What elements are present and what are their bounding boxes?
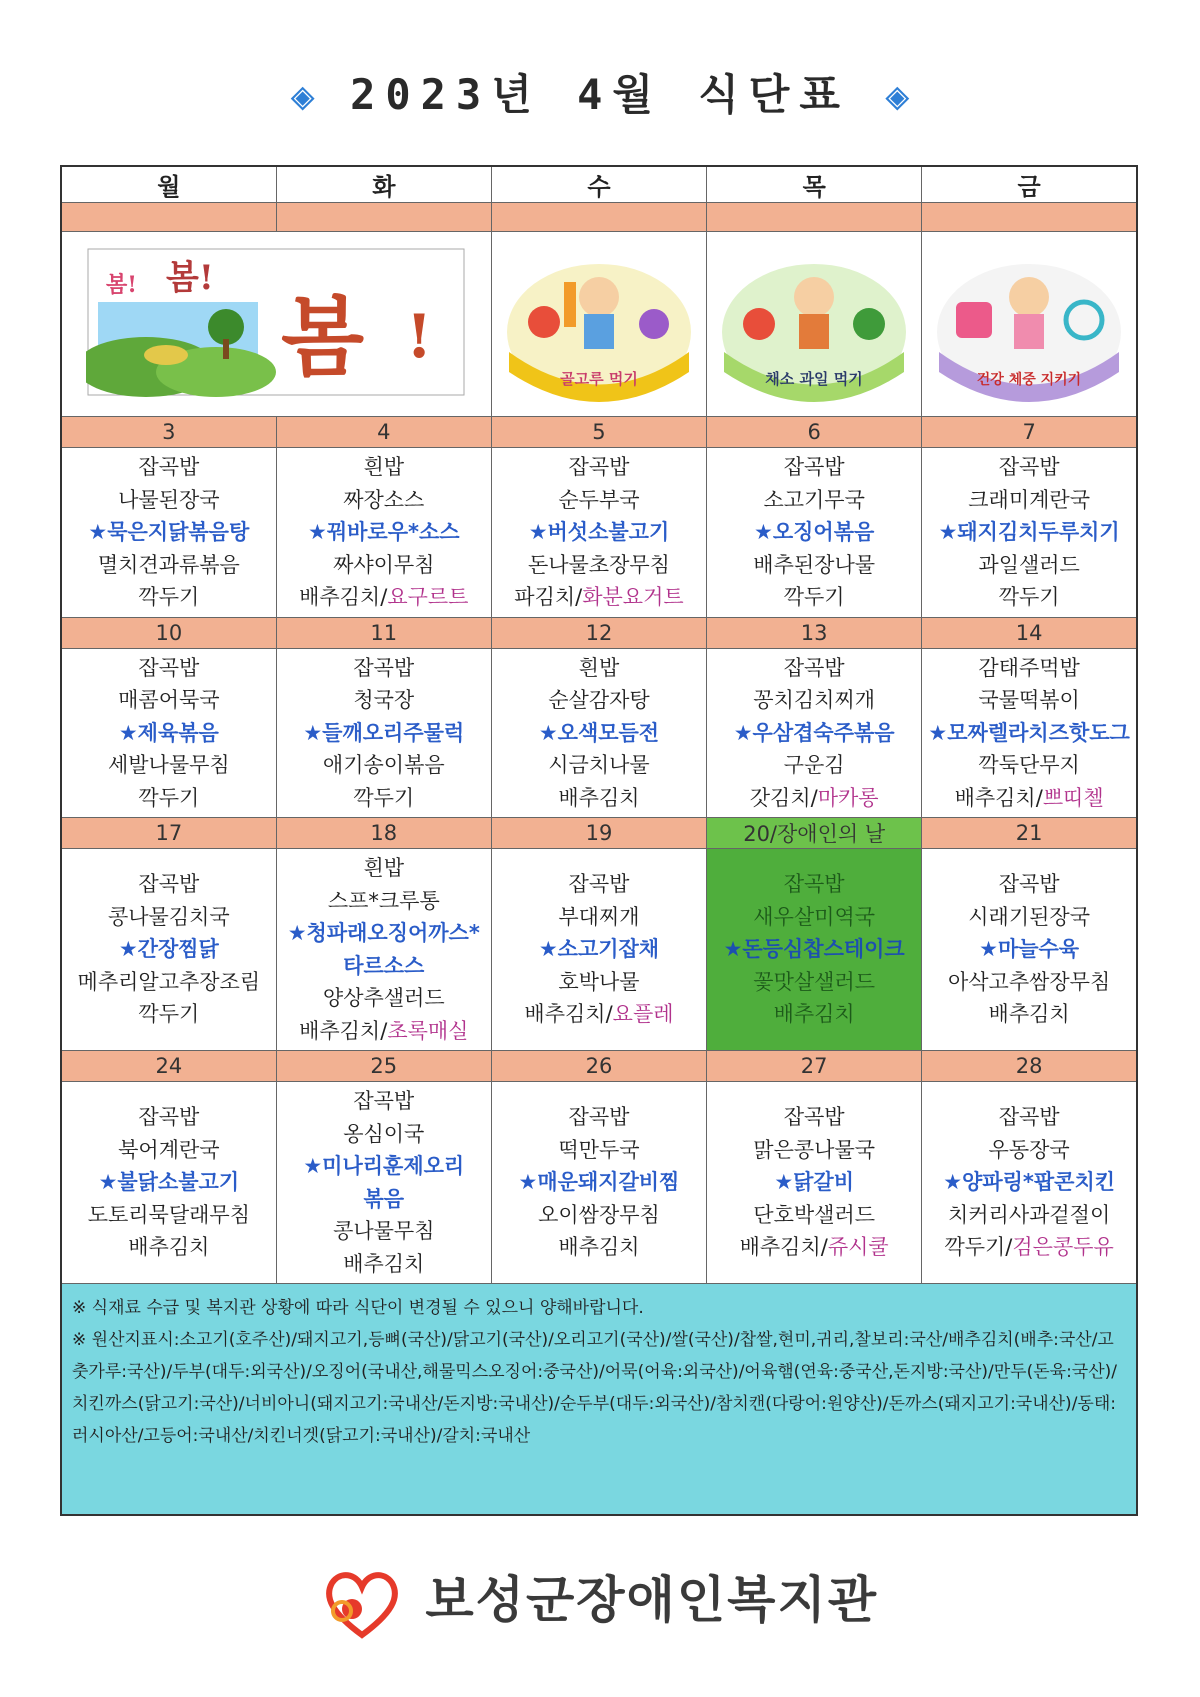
menu-item-text: 크래미계란국: [968, 487, 1090, 512]
menu-item: [707, 933, 921, 966]
menu-item: [62, 901, 276, 934]
date-cell: 19: [491, 818, 706, 849]
menu-item-text: 배추김치: [558, 1235, 640, 1260]
menu-item: [62, 581, 276, 614]
menu-cell: [707, 1082, 922, 1284]
menu-item-text: 꽁치김치찌개: [753, 688, 876, 712]
menu-item-text: 콩나물무침: [333, 1219, 435, 1243]
menu-item: [277, 516, 491, 549]
menu-item-text: 배추김치/: [954, 785, 1043, 810]
menu-item: [277, 684, 491, 717]
veg-banner: [707, 232, 922, 417]
date-cell: 12: [491, 617, 706, 648]
menu-item-text: 깍두기: [353, 785, 415, 810]
menu-item-text: 배추김치: [773, 1002, 855, 1027]
menu-item: [707, 998, 921, 1031]
menu-item-text: 잡곡밥: [138, 872, 200, 897]
menu-item: [707, 1166, 921, 1199]
veg-fruit-illustration: [719, 242, 909, 402]
menu-item: [62, 966, 276, 999]
menu-item-text: 돈나물초장무침: [527, 552, 670, 577]
menu-item-text: 시래기된장국: [968, 904, 1090, 929]
menu-item: [922, 652, 1136, 685]
menu-item: [277, 885, 491, 918]
date-cell: 28: [922, 1051, 1137, 1082]
diamond-right-icon: ◈: [885, 73, 910, 119]
menu-item: [492, 933, 706, 966]
menu-cell: [922, 648, 1137, 818]
menu-item-text: 청국장: [353, 688, 415, 712]
date-row: [61, 818, 1137, 849]
menu-item-text: 배추김치: [988, 1002, 1070, 1027]
menu-cell: [491, 448, 706, 618]
menu-item-text: ★간장찜닭: [118, 937, 219, 962]
menu-item: [492, 749, 706, 782]
dessert-text: 쁘띠첼: [1042, 785, 1104, 810]
menu-item-text: 잡곡밥: [998, 1105, 1060, 1130]
menu-item: [492, 652, 706, 685]
menu-item-text: 깍두기/: [944, 1235, 1013, 1260]
menu-cell: [61, 448, 276, 618]
menu-item-text: 단호박샐러드: [753, 1202, 876, 1227]
date-cell: 14: [922, 617, 1137, 648]
dessert-text: 초록매실: [387, 1018, 469, 1043]
menu-item: [922, 549, 1136, 582]
menu-item-text: 구운김: [783, 753, 845, 777]
menu-item: [277, 852, 491, 885]
menu-item: [62, 717, 276, 750]
menu-item-text: 깍둑단무지: [978, 753, 1080, 777]
menu-item: [922, 749, 1136, 782]
menu-item-text: 짜장소스: [343, 487, 425, 512]
menu-item: [62, 782, 276, 815]
menu-item-text: 메추리알고추장조림: [77, 969, 261, 994]
grain-eating-illustration: [504, 242, 694, 402]
menu-item: [492, 1199, 706, 1232]
menu-item: [277, 749, 491, 782]
menu-item-text: 부대찌개: [558, 904, 640, 929]
menu-item: [922, 1134, 1136, 1167]
menu-item: [922, 1199, 1136, 1232]
weekday-tue: 화: [276, 166, 491, 203]
menu-item: [277, 1085, 491, 1118]
spring-landscape-illustration: [86, 247, 466, 397]
menu-item-text: 잡곡밥: [138, 1105, 200, 1130]
menu-item: [277, 982, 491, 1015]
menu-item-text: 순살감자탕: [548, 688, 650, 712]
menu-item-text: 양상추샐러드: [322, 986, 445, 1010]
dessert-text: 요플레: [612, 1002, 674, 1027]
date-cell: 13: [707, 617, 922, 648]
dessert-text: 화분요거트: [582, 585, 684, 609]
menu-item-text: 잡곡밥: [998, 872, 1060, 897]
date-cell: 18: [276, 818, 491, 849]
menu-item-text: 잡곡밥: [568, 1105, 630, 1130]
menu-item: [277, 581, 491, 614]
menu-item-text: ★마늘수육: [979, 937, 1080, 962]
menu-item: [922, 484, 1136, 517]
menu-item-text: ★들깨오리주물럭: [303, 720, 465, 745]
menu-item: [62, 516, 276, 549]
footer-org: [0, 1560, 1200, 1639]
dessert-text: 마카롱: [817, 785, 879, 810]
menu-item-text: 잡곡밥: [138, 455, 200, 479]
menu-item: [277, 451, 491, 484]
menu-item-text: 배추김치/: [299, 1018, 388, 1043]
menu-item-text: ★양파링*팝콘치킨: [943, 1170, 1116, 1195]
menu-item-text: 배추김치: [558, 785, 640, 810]
menu-item-text: 스프*크루통: [327, 888, 440, 913]
menu-item: [62, 1134, 276, 1167]
menu-item-text: 잡곡밥: [568, 455, 630, 479]
menu-item: [62, 749, 276, 782]
menu-item: [922, 933, 1136, 966]
menu-item: [707, 901, 921, 934]
menu-item-text: 맑은콩나물국: [753, 1137, 876, 1162]
menu-item: [492, 451, 706, 484]
menu-item: [62, 652, 276, 685]
menu-item-text: ★우삼겹숙주볶음: [733, 720, 895, 745]
veg-caption: 채소 과일 먹기: [765, 370, 863, 388]
menu-item-text: 멸치견과류볶음: [97, 552, 240, 577]
menu-item: [492, 998, 706, 1031]
menu-item-text: 볶음: [363, 1186, 405, 1211]
menu-item-text: 순두부국: [558, 487, 640, 512]
menu-item-text: ★모짜렐라치즈핫도그: [928, 720, 1130, 745]
menu-item-text: 잡곡밥: [138, 655, 200, 680]
menu-item: [492, 1134, 706, 1167]
menu-cell: [276, 648, 491, 818]
menu-item-text: 소고기무국: [763, 487, 865, 512]
menu-item: [277, 950, 491, 983]
menu-item-text: ★불닭소불고기: [98, 1170, 240, 1195]
menu-cell: [491, 849, 706, 1051]
menu-item-text: ★돈등심찹스테이크: [723, 937, 905, 962]
grain-caption: 골고루 먹기: [560, 370, 638, 388]
menu-item: [62, 1199, 276, 1232]
menu-item-text: 깍두기: [138, 785, 200, 810]
menu-item: [707, 516, 921, 549]
menu-cell: [61, 849, 276, 1051]
menu-item: [492, 1231, 706, 1264]
blank-pink-row: [61, 203, 1137, 232]
date-row: [61, 417, 1137, 448]
menu-item-text: 깍두기: [998, 585, 1060, 609]
healthy-weight-illustration: [934, 242, 1124, 402]
origin-line: ※ 원산지표시:소고기(호주산)/돼지고기,등뼈(국산)/닭고기(국산)/오리고기(국산)/쌀(국산)/찹쌀,현미,귀리,찰보리:국산/배추김치(배추:국산/고춧가루:국산)/두부(대두:외국산)/오징어(국내산,해물믹스오징어:중국산)/어묵(어육:외국산)/어육햄(연육:중국산,돈지방:국산)/만두(돈육:국산)/치킨까스(닭고기:국산)/너비아니(돼지고기:국내산/돈지방:국내산)/순두부(대두:외국산)/참치캔(다랑어:원양산)/돈까스(돼지고기:국내산)/동태:러시아산/고등어:국내산/치킨너겟(닭고기:국내산)/갈치:국내산: [72, 1330, 1118, 1446]
diamond-left-icon: ◈: [290, 73, 315, 119]
menu-item: [62, 549, 276, 582]
menu-item: [922, 966, 1136, 999]
menu-item: [62, 933, 276, 966]
menu-item: [492, 684, 706, 717]
date-cell: 25: [276, 1051, 491, 1082]
title-text: 2023년 4월 식단표: [350, 70, 850, 119]
menu-item-text: 우동장국: [988, 1137, 1070, 1162]
menu-item: [62, 1101, 276, 1134]
menu-item: [707, 1199, 921, 1232]
menu-item: [707, 749, 921, 782]
menu-item-text: 치커리사과겉절이: [947, 1202, 1111, 1227]
menu-item-text: 배추김치/: [524, 1002, 613, 1027]
menu-item: [707, 966, 921, 999]
spring-banner: [61, 232, 491, 417]
menu-item-text: 잡곡밥: [783, 1105, 845, 1130]
menu-cell: [922, 448, 1137, 618]
menu-item-text: 매콤어묵국: [118, 688, 220, 712]
spring-text-2: 봄!: [166, 258, 215, 298]
menu-item: [707, 1231, 921, 1264]
menu-item: [277, 1183, 491, 1216]
menu-cell: [491, 648, 706, 818]
date-row: [61, 617, 1137, 648]
menu-item-text: 과일샐러드: [978, 552, 1080, 577]
menu-cell: [276, 448, 491, 618]
menu-item: [62, 998, 276, 1031]
date-cell: 26: [491, 1051, 706, 1082]
date-cell: 4: [276, 417, 491, 448]
menu-item-text: 아삭고추쌈장무침: [947, 969, 1111, 994]
health-banner: [922, 232, 1137, 417]
menu-item-text: 갓김치/: [749, 785, 818, 810]
menu-item: [277, 549, 491, 582]
menu-item: [277, 782, 491, 815]
weekday-thu: 목: [707, 166, 922, 203]
menu-item-text: 세발나물무침: [107, 753, 230, 777]
menu-item: [922, 516, 1136, 549]
menu-item-text: 깍두기: [138, 1002, 200, 1027]
menu-item-text: 잡곡밥: [353, 655, 415, 680]
date-row: [61, 1051, 1137, 1082]
date-cell: 21: [922, 818, 1137, 849]
menu-item-text: 떡만두국: [558, 1137, 640, 1162]
menu-item: [707, 484, 921, 517]
date-cell: 6: [707, 417, 922, 448]
menu-item: [922, 451, 1136, 484]
menu-cell: [276, 849, 491, 1051]
menu-item-text: 잡곡밥: [783, 655, 845, 680]
menu-item: [707, 581, 921, 614]
menu-item: [922, 1231, 1136, 1264]
grain-banner: [491, 232, 706, 417]
menu-item-text: 잡곡밥: [998, 455, 1060, 479]
dessert-text: 요구르트: [387, 585, 469, 609]
menu-row: [61, 448, 1137, 618]
menu-item-text: 흰밥: [363, 455, 405, 479]
menu-item: [922, 998, 1136, 1031]
dessert-text: 쥬시쿨: [827, 1235, 889, 1260]
menu-item: [707, 1134, 921, 1167]
date-cell: 27: [707, 1051, 922, 1082]
notes-row: [61, 1284, 1137, 1516]
menu-item: [707, 451, 921, 484]
notice-line: ※ 식재료 수급 및 복지관 상황에 따라 식단이 변경될 수 있으니 양해바랍니다.: [72, 1298, 644, 1318]
menu-row: [61, 1082, 1137, 1284]
menu-item-text: ★미나리훈제오리: [303, 1154, 465, 1178]
menu-item-text: 국물떡볶이: [978, 688, 1080, 712]
menu-item: [492, 868, 706, 901]
menu-item: [277, 1215, 491, 1248]
menu-item: [922, 684, 1136, 717]
menu-item-text: ★오징어볶음: [754, 520, 875, 544]
weekday-header-row: [61, 166, 1137, 203]
menu-item: [277, 484, 491, 517]
menu-item-text: 나물된장국: [118, 487, 220, 512]
menu-item-text: 호박나물: [558, 969, 640, 994]
menu-item-text: 오이쌈장무침: [538, 1202, 660, 1227]
date-cell: 20/장애인의 날: [707, 818, 922, 849]
menu-item: [922, 782, 1136, 815]
menu-item-text: 옹심이국: [343, 1121, 425, 1146]
menu-item-text: 흰밥: [363, 856, 405, 880]
menu-item: [62, 684, 276, 717]
menu-item-text: 배추김치: [343, 1251, 425, 1276]
menu-item: [707, 717, 921, 750]
menu-item-text: 배추김치/: [739, 1235, 828, 1260]
menu-item-text: ★버섯소불고기: [528, 520, 670, 544]
notes-box: [61, 1284, 1137, 1516]
dessert-text: 검은콩두유: [1012, 1235, 1114, 1260]
menu-item: [277, 1150, 491, 1183]
spring-text-big: 봄: [281, 287, 365, 388]
menu-calendar: [60, 165, 1138, 1516]
date-cell: 7: [922, 417, 1137, 448]
menu-item: [62, 1166, 276, 1199]
menu-item-text: 배추김치/: [299, 585, 388, 609]
menu-item: [922, 868, 1136, 901]
menu-cell: [707, 448, 922, 618]
menu-item-text: 북어계란국: [118, 1137, 220, 1162]
date-cell: 3: [61, 417, 276, 448]
menu-item: [277, 917, 491, 950]
org-name: 보성군장애인복지관: [425, 1571, 879, 1629]
menu-item: [922, 717, 1136, 750]
health-caption: 건강 체중 지키기: [976, 372, 1082, 388]
menu-cell: [276, 1082, 491, 1284]
menu-row: [61, 849, 1137, 1051]
menu-item: [492, 782, 706, 815]
menu-item-text: ★묵은지닭볶음탕: [88, 520, 250, 544]
menu-item-text: ★오색모듬전: [538, 720, 660, 745]
weekday-mon: 월: [61, 166, 276, 203]
menu-item-text: 콩나물김치국: [107, 904, 230, 929]
spring-text-excl: !: [406, 302, 433, 372]
menu-item-text: 파김치/: [514, 585, 583, 609]
menu-item-text: 감태주먹밥: [978, 655, 1080, 680]
menu-item: [492, 549, 706, 582]
date-cell: 24: [61, 1051, 276, 1082]
date-cell: 10: [61, 617, 276, 648]
menu-item: [707, 782, 921, 815]
menu-item: [62, 1231, 276, 1264]
menu-cell: [491, 1082, 706, 1284]
date-cell: 5: [491, 417, 706, 448]
menu-item: [707, 868, 921, 901]
menu-item-text: 배추김치: [128, 1235, 210, 1260]
menu-item: [492, 484, 706, 517]
page-title: [0, 62, 1200, 122]
menu-item-text: ★소고기잡채: [538, 937, 660, 962]
menu-item: [62, 868, 276, 901]
menu-item-text: ★매운돼지갈비찜: [518, 1170, 680, 1195]
menu-item: [492, 901, 706, 934]
menu-cell: [922, 1082, 1137, 1284]
menu-item-text: 깍두기: [783, 585, 845, 609]
menu-item-text: 꽃맛살샐러드: [753, 969, 876, 994]
weekday-wed: 수: [491, 166, 706, 203]
menu-item-text: 새우살미역국: [753, 904, 876, 929]
menu-item: [492, 1101, 706, 1134]
menu-item: [277, 1015, 491, 1048]
menu-item-text: 배추된장나물: [753, 552, 876, 577]
menu-item: [492, 581, 706, 614]
spring-text-1: 봄!: [106, 272, 138, 298]
menu-cell: [707, 648, 922, 818]
menu-item-text: 흰밥: [578, 655, 620, 680]
menu-row: [61, 648, 1137, 818]
menu-item: [922, 1166, 1136, 1199]
menu-item-text: 시금치나물: [548, 753, 650, 777]
menu-cell: [707, 849, 922, 1051]
menu-item-text: 잡곡밥: [353, 1089, 415, 1113]
menu-item-text: 타르소스: [343, 953, 425, 978]
menu-cell: [922, 849, 1137, 1051]
menu-item-text: 도토리묵달래무침: [87, 1202, 250, 1227]
menu-item: [492, 516, 706, 549]
weekday-fri: 금: [922, 166, 1137, 203]
menu-item: [492, 717, 706, 750]
menu-item-text: ★닭갈비: [774, 1170, 854, 1195]
menu-item: [277, 1248, 491, 1281]
menu-item-text: 잡곡밥: [568, 872, 630, 897]
menu-cell: [61, 648, 276, 818]
menu-item-text: 애기송이볶음: [322, 753, 445, 777]
menu-item: [922, 581, 1136, 614]
menu-item: [277, 652, 491, 685]
menu-item-text: ★제육볶음: [118, 720, 219, 745]
menu-item: [707, 1101, 921, 1134]
heart-logo-icon: [322, 1569, 400, 1639]
menu-item-text: ★청파래오징어까스*: [287, 921, 480, 945]
menu-item-text: 잡곡밥: [783, 872, 845, 897]
menu-item-text: 잡곡밥: [783, 455, 845, 479]
menu-item: [492, 1166, 706, 1199]
menu-cell: [61, 1082, 276, 1284]
menu-item: [277, 1118, 491, 1151]
date-cell: 11: [276, 617, 491, 648]
menu-item-text: ★돼지김치두루치기: [938, 520, 1120, 544]
menu-item: [922, 901, 1136, 934]
weeks-body: [61, 417, 1137, 1284]
menu-item: [707, 549, 921, 582]
menu-item: [922, 1101, 1136, 1134]
menu-item: [62, 484, 276, 517]
menu-item-text: 짜샤이무침: [333, 552, 435, 577]
date-cell: 17: [61, 818, 276, 849]
menu-item: [492, 966, 706, 999]
menu-item-text: ★꿔바로우*소스: [308, 520, 460, 544]
menu-item: [707, 652, 921, 685]
menu-item: [277, 717, 491, 750]
illustration-row: [61, 232, 1137, 417]
menu-item-text: 깍두기: [138, 585, 200, 609]
menu-item: [707, 684, 921, 717]
menu-item: [62, 451, 276, 484]
